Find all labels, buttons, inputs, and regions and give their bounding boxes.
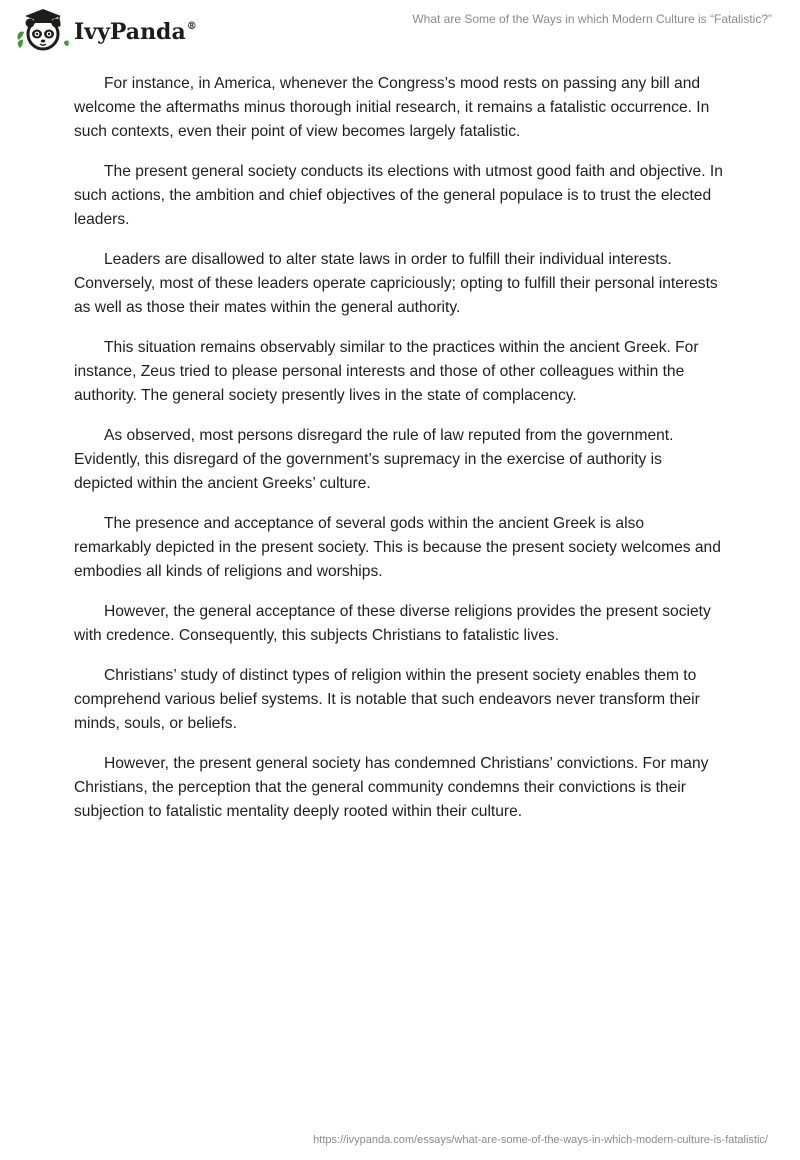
source-url[interactable]: https://ivypanda.com/essays/what-are-some-of-the-ways-in-which-modern-culture-is-fatalistic/	[313, 1134, 768, 1146]
essay-body	[74, 72, 724, 840]
paragraph: Leaders are disallowed to alter state laws in order to fulfill their individual interests. Conversely, most of these leaders operate capriciously; opting to fulfill their personal interests as well as those their mates within the general authority.	[74, 251, 718, 316]
document-title: What are Some of the Ways in which Modern Culture is “Fatalistic?”	[412, 12, 772, 26]
page-header	[0, 0, 800, 60]
panda-graduation-cap-icon	[14, 6, 72, 54]
registered-mark: ®	[186, 21, 197, 32]
paragraph: As observed, most persons disregard the rule of law reputed from the government. Evidently, this disregard of the government’s supremacy in the exercise of authority is depicted within the ancient Greeks’ culture.	[74, 427, 674, 492]
brand-name	[74, 19, 197, 45]
paragraph: However, the present general society has condemned Christians’ convictions. For many Christians, the perception that the general community condemns their convictions is their subjection to fatalistic mentality deeply rooted within their culture.	[74, 755, 709, 820]
paragraph: For instance, in America, whenever the Congress’s mood rests on passing any bill and welcome the aftermaths minus thorough initial research, it remains a fatalistic occurrence. In such contexts, even their point of view becomes largely fatalistic.	[74, 75, 710, 140]
paragraph: The presence and acceptance of several gods within the ancient Greek is also remarkably depicted in the present society. This is because the present society welcomes and embodies all kinds of religions and worships.	[74, 515, 721, 580]
brand-text: IvyPanda	[74, 19, 186, 45]
paragraph: The present general society conducts its elections with utmost good faith and objective. In such actions, the ambition and chief objectives of the general populace is to trust the elected leaders.	[74, 163, 723, 228]
logo[interactable]	[14, 6, 197, 54]
paragraph: This situation remains observably similar to the practices within the ancient Greek. For instance, Zeus tried to please personal interests and those of other colleagues within the authority. The general society presently lives in the state of complacency.	[74, 339, 699, 404]
paragraph: However, the general acceptance of these diverse religions provides the present society with credence. Consequently, this subjects Christians to fatalistic lives.	[74, 603, 711, 644]
paragraph: Christians’ study of distinct types of religion within the present society enables them to comprehend various belief systems. It is notable that such endeavors never transform their minds, souls, or beliefs.	[74, 667, 700, 732]
